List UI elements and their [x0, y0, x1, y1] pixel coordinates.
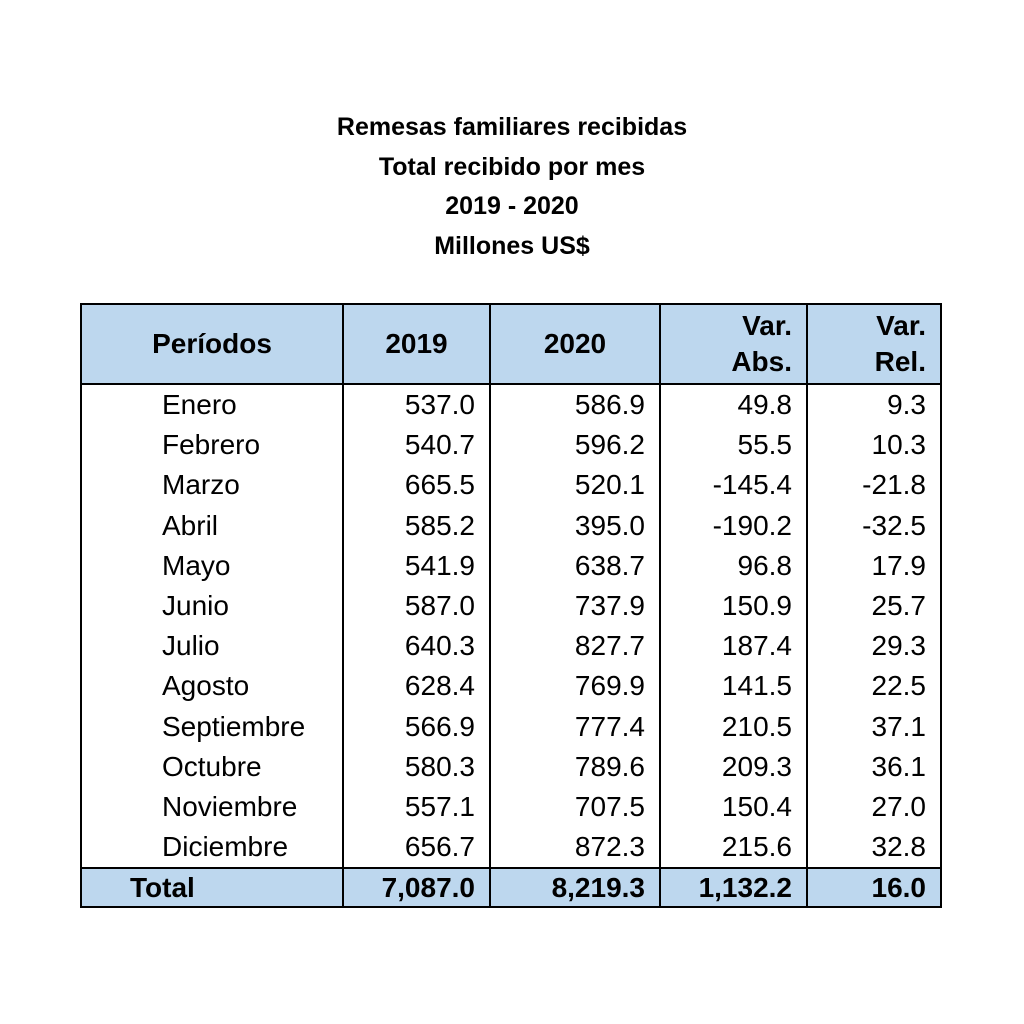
- value-2020-cell: 395.0: [490, 506, 660, 546]
- header-var-rel-line1: Var.: [876, 310, 926, 341]
- value-2019-cell: 585.2: [343, 506, 490, 546]
- var-rel-cell: 25.7: [807, 586, 941, 626]
- total-2020: 8,219.3: [490, 868, 660, 907]
- table-footer: [81, 868, 941, 907]
- value-2019-cell: 580.3: [343, 747, 490, 787]
- header-periods: Períodos: [81, 304, 343, 384]
- total-label: Total: [81, 868, 343, 907]
- value-2020-cell: 638.7: [490, 546, 660, 586]
- table-body: [81, 384, 941, 868]
- value-2020-cell: 769.9: [490, 666, 660, 706]
- header-var-rel: [807, 304, 941, 384]
- var-rel-cell: 27.0: [807, 787, 941, 827]
- value-2020-cell: 777.4: [490, 707, 660, 747]
- month-cell: Febrero: [81, 425, 343, 465]
- var-abs-cell: 141.5: [660, 666, 807, 706]
- value-2020-cell: 789.6: [490, 747, 660, 787]
- table-row: [81, 425, 941, 465]
- table-header: [81, 304, 941, 384]
- var-abs-cell: -145.4: [660, 465, 807, 505]
- table-row: [81, 465, 941, 505]
- value-2020-cell: 872.3: [490, 827, 660, 868]
- month-cell: Septiembre: [81, 707, 343, 747]
- var-rel-cell: 9.3: [807, 384, 941, 425]
- value-2020-cell: 827.7: [490, 626, 660, 666]
- var-abs-cell: 210.5: [660, 707, 807, 747]
- table-row: [81, 626, 941, 666]
- month-cell: Mayo: [81, 546, 343, 586]
- month-cell: Octubre: [81, 747, 343, 787]
- var-rel-cell: 22.5: [807, 666, 941, 706]
- var-abs-cell: 209.3: [660, 747, 807, 787]
- table-row: [81, 384, 941, 425]
- var-abs-cell: 96.8: [660, 546, 807, 586]
- value-2019-cell: 557.1: [343, 787, 490, 827]
- value-2020-cell: 596.2: [490, 425, 660, 465]
- var-rel-cell: 37.1: [807, 707, 941, 747]
- month-cell: Diciembre: [81, 827, 343, 868]
- var-abs-cell: 49.8: [660, 384, 807, 425]
- value-2019-cell: 656.7: [343, 827, 490, 868]
- table-row: [81, 747, 941, 787]
- value-2020-cell: 520.1: [490, 465, 660, 505]
- var-rel-cell: 36.1: [807, 747, 941, 787]
- header-var-abs-line2: Abs.: [731, 346, 792, 377]
- header-var-abs: [660, 304, 807, 384]
- value-2019-cell: 640.3: [343, 626, 490, 666]
- value-2020-cell: 707.5: [490, 787, 660, 827]
- month-cell: Julio: [81, 626, 343, 666]
- title-line-4: Millones US$: [434, 231, 590, 260]
- header-row: [81, 304, 941, 384]
- value-2019-cell: 587.0: [343, 586, 490, 626]
- var-rel-cell: 32.8: [807, 827, 941, 868]
- var-rel-cell: -32.5: [807, 506, 941, 546]
- value-2019-cell: 665.5: [343, 465, 490, 505]
- table-row: [81, 827, 941, 868]
- var-abs-cell: 215.6: [660, 827, 807, 868]
- month-cell: Marzo: [81, 465, 343, 505]
- var-rel-cell: 29.3: [807, 626, 941, 666]
- month-cell: Noviembre: [81, 787, 343, 827]
- title-line-1: Remesas familiares recibidas: [336, 113, 688, 141]
- header-var-abs-line1: Var.: [742, 310, 792, 341]
- value-2019-cell: 540.7: [343, 425, 490, 465]
- var-rel-cell: 10.3: [807, 425, 941, 465]
- value-2020-cell: 737.9: [490, 586, 660, 626]
- var-abs-cell: -190.2: [660, 506, 807, 546]
- value-2019-cell: 628.4: [343, 666, 490, 706]
- var-abs-cell: 150.4: [660, 787, 807, 827]
- header-2020: 2020: [490, 304, 660, 384]
- var-rel-cell: -21.8: [807, 465, 941, 505]
- table-row: [81, 586, 941, 626]
- title-line-3: 2019 - 2020: [445, 192, 579, 220]
- month-cell: Enero: [81, 384, 343, 425]
- total-var-abs: 1,132.2: [660, 868, 807, 907]
- value-2020-cell: 586.9: [490, 384, 660, 425]
- total-var-rel: 16.0: [807, 868, 941, 907]
- var-abs-cell: 187.4: [660, 626, 807, 666]
- document-title: [0, 108, 1024, 266]
- value-2019-cell: 541.9: [343, 546, 490, 586]
- month-cell: Abril: [81, 506, 343, 546]
- month-cell: Agosto: [81, 666, 343, 706]
- title-line-2: Total recibido por mes: [378, 152, 646, 181]
- var-abs-cell: 150.9: [660, 586, 807, 626]
- var-rel-cell: 17.9: [807, 546, 941, 586]
- month-cell: Junio: [81, 586, 343, 626]
- header-var-rel-line2: Rel.: [874, 346, 926, 377]
- table-row: [81, 506, 941, 546]
- total-2019: 7,087.0: [343, 868, 490, 907]
- value-2019-cell: 566.9: [343, 707, 490, 747]
- table-row: [81, 787, 941, 827]
- table-row: [81, 666, 941, 706]
- table-row: [81, 546, 941, 586]
- var-abs-cell: 55.5: [660, 425, 807, 465]
- remittances-table: [80, 303, 942, 908]
- value-2019-cell: 537.0: [343, 384, 490, 425]
- table-row: [81, 707, 941, 747]
- total-row: [81, 868, 941, 907]
- header-2019: 2019: [343, 304, 490, 384]
